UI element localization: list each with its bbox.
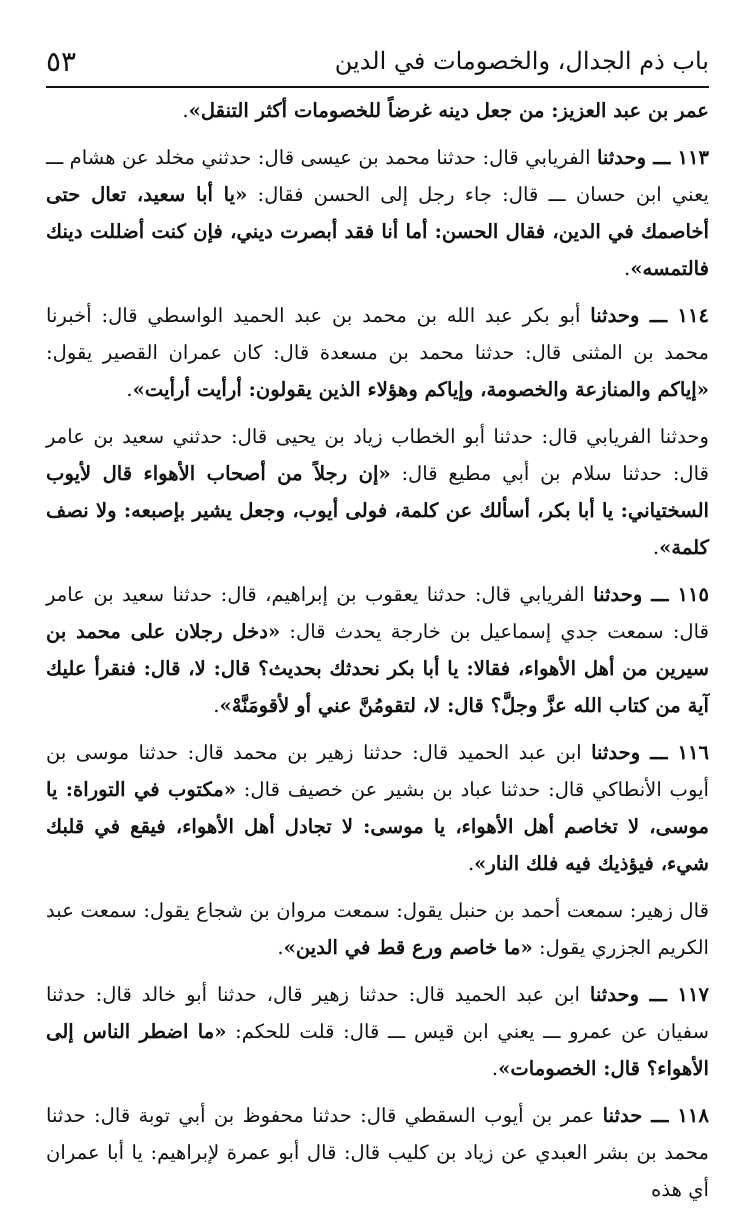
- paragraph-p117: [46, 976, 709, 1087]
- body-text: الفريابي قال: حدثنا يعقوب بن إبراهيم، قال: حدثنا سعيد بن عامر قال: سمعت جدي إسماعيل بن خارجة يحدث قال:: [46, 583, 710, 643]
- body-text: عمر بن أيوب السقطي قال: حدثنا محفوظ بن أبي توبة قال: حدثنا محمد بن بشر العبدي عن زياد بن كليب قال: قال أبو عمرة لإبراهيم: يا أبا عمران أي هذه: [46, 1104, 709, 1201]
- page-number: ٥٣: [46, 44, 77, 78]
- body-text: الفريابي قال: حدثنا محمد بن عيسى قال: حدثني مخلد عن هشام ـــ يعني ابن حسان ـــ قال: جاء رجل إلى الحسن فقال:: [46, 146, 709, 206]
- body-text: .: [213, 694, 220, 717]
- bold-text: ١١٧ ـــ وحدثنا: [589, 983, 709, 1006]
- paragraph-p114b: [46, 418, 709, 566]
- paragraph-p118: [46, 1097, 709, 1208]
- bold-text: ١١٨ ـــ حدثنا: [602, 1104, 709, 1127]
- body-text: ابن عبد الحميد قال: حدثنا زهير قال، حدثنا أبو خالد قال: حدثنا سفيان عن عمرو ـــ يعني ابن قيس ـــ قال: قلت للحكم:: [46, 983, 709, 1043]
- body-text: .: [182, 99, 189, 122]
- body-text: .: [623, 257, 631, 280]
- body-text: قال زهير: سمعت أحمد بن حنبل يقول: سمعت مروان بن شجاع يقول: سمعت عبد الكريم الجزري يقول:: [46, 899, 709, 959]
- bold-text: ١١٥ ـــ وحدثنا: [593, 583, 710, 606]
- chapter-title: باب ذم الجدال، والخصومات في الدين: [334, 47, 709, 75]
- bold-text: عمر بن عبد العزيز: من جعل دينه غرضاً للخصومات أكثر التنقل»: [188, 99, 709, 122]
- page-body: [46, 92, 709, 1208]
- bold-text: «مكتوب في التوراة: يا موسى، لا تخاصم أهل الأهواء، يا موسى: لا تجادل أهل الأهواء، فيقع في قلبك شيء، فيؤذيك فيه فلك النار»: [46, 778, 709, 875]
- body-text: .: [277, 936, 284, 959]
- bold-text: «دخل رجلان على محمد بن سيرين من أهل الأهواء، فقالا: يا أبا بكر نحدثك بحديث؟ قال: لا، قال: فنقرأ عليك آية من كتاب الله عزَّ وجلَّ؟ قال: لا، لتقومُنَّ عني أو لأقومَنَّهْ»: [46, 620, 709, 717]
- body-text: .: [491, 1057, 499, 1080]
- bold-text: «ما خاصم ورع قط في الدين»: [283, 936, 533, 959]
- paragraph-p113: [46, 139, 709, 287]
- body-text: أبو بكر عبد الله بن محمد بن عبد الحميد الواسطي قال: أخبرنا محمد بن المثنى قال: حدثنا محمد بن مسعدة قال: كان عمران القصير يقول:: [46, 304, 709, 364]
- bold-text: «إن رجلاً من أصحاب الأهواء قال لأيوب السختياني: يا أبا بكر، أسألك عن كلمة، فولى أيوب، وجعل يشير بإصبعه: ولا نصف كلمة»: [46, 462, 709, 559]
- body-text: وحدثنا الفريابي قال: حدثنا أبو الخطاب زياد بن يحيى قال: حدثني سعيد بن عامر قال: حدثنا سلام بن أبي مطيع قال:: [46, 425, 709, 485]
- paragraph-p115: [46, 576, 709, 724]
- body-text: .: [467, 852, 475, 875]
- paragraph-p0: [46, 92, 709, 129]
- bold-text: ١١٦ ـــ وحدثنا: [591, 741, 710, 764]
- bold-text: ١١٤ ـــ وحدثنا: [590, 304, 709, 327]
- running-header: [46, 36, 709, 88]
- body-text: .: [126, 378, 133, 401]
- bold-text: «إياكم والمنازعة والخصومة، وإياكم وهؤلاء الذين يقولون: أرأيت أرأيت»: [132, 378, 709, 401]
- paragraph-p116: [46, 734, 709, 882]
- bold-text: ١١٣ ـــ وحدثنا: [596, 146, 710, 169]
- bold-text: «يا أبا سعيد، تعال حتى أخاصمك في الدين، فقال الحسن: أما أنا فقد أبصرت ديني، فإن كنت أضللت دينك فالتمسه»: [46, 183, 709, 280]
- book-page: [46, 0, 710, 1201]
- bold-text: «ما اضطر الناس إلى الأهواء؟ قال: الخصومات»: [46, 1020, 709, 1080]
- paragraph-p114: [46, 297, 709, 408]
- body-text: ابن عبد الحميد قال: حدثنا زهير بن محمد قال: حدثنا موسى بن أيوب الأنطاكي قال: حدثنا عباد بن بشير عن خصيف قال:: [46, 741, 709, 801]
- paragraph-p116b: [46, 892, 709, 966]
- body-text: .: [652, 536, 660, 559]
